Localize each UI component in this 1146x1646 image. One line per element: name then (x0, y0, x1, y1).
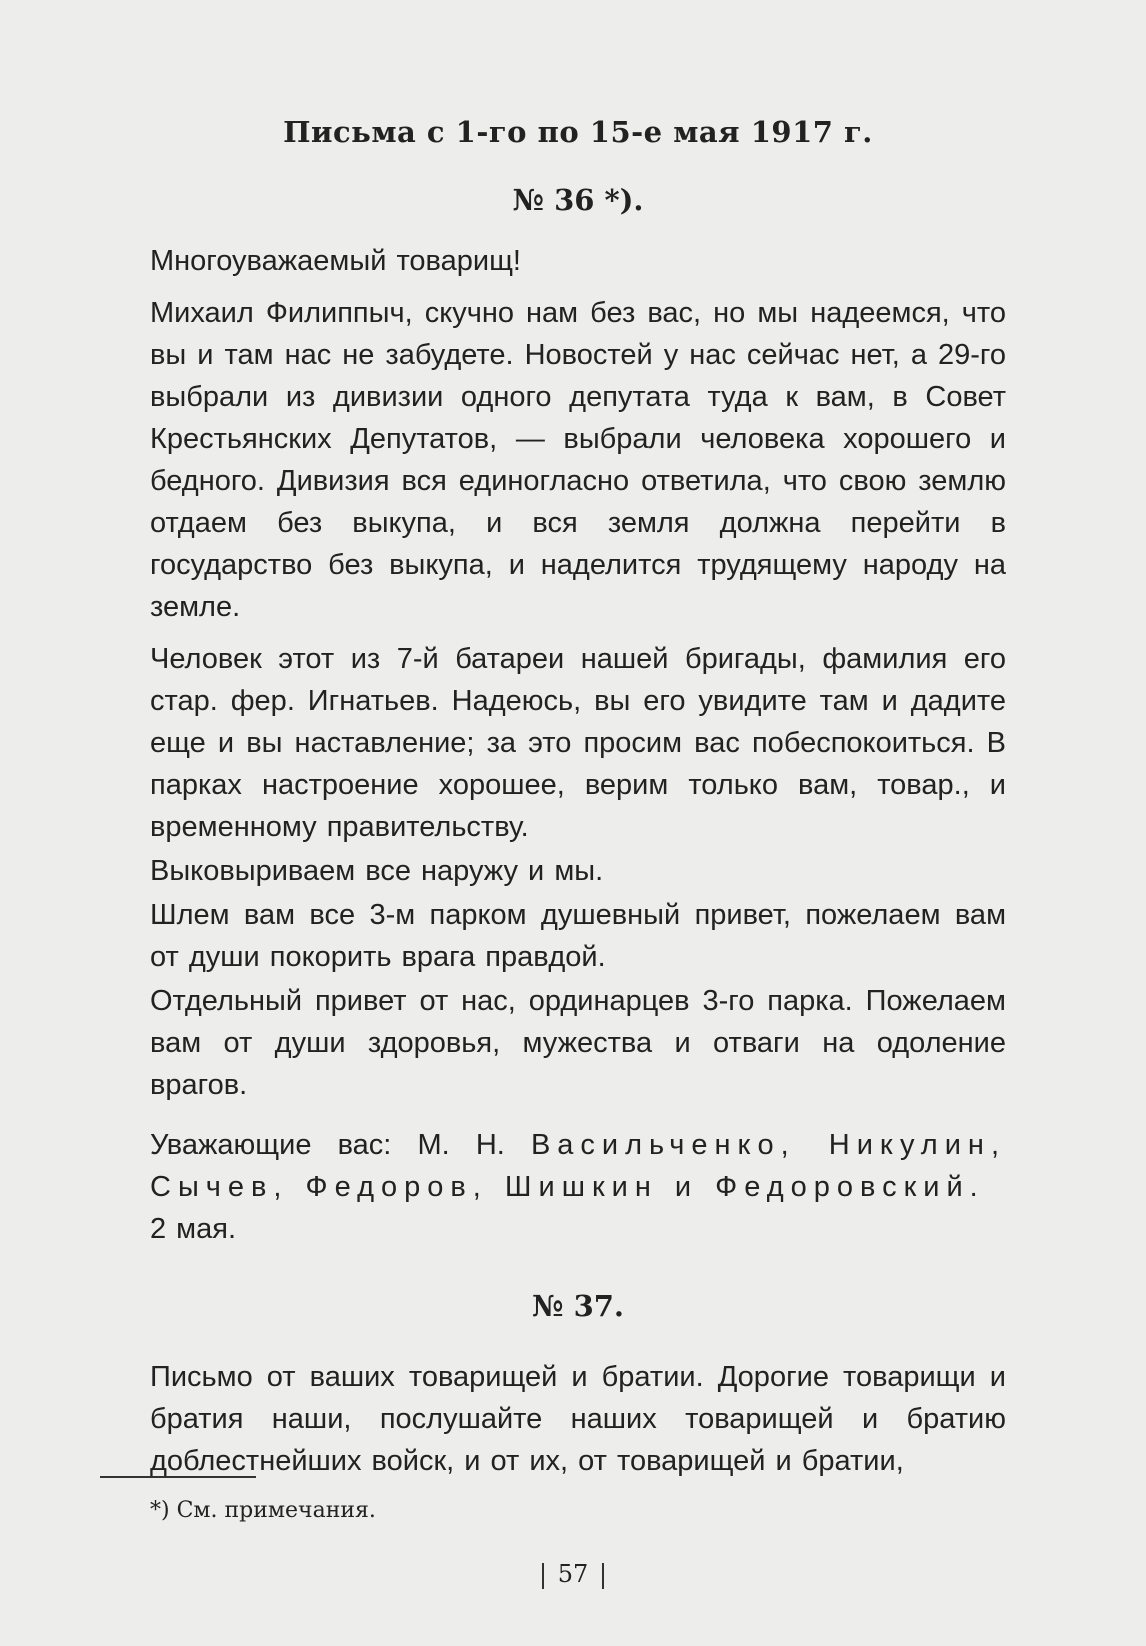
letter-number-37: № 37. (531, 1289, 625, 1323)
letter-date: 2 мая. (150, 1213, 237, 1245)
letter-paragraph: Отдельный привет от нас, ординарцев 3-го парка. Пожелаем вам от души здоровья, мужества и отваги на одоление врагов. (150, 985, 1006, 1101)
page-content (150, 112, 1006, 1482)
footnote: *) См. примечания. (150, 1498, 376, 1523)
footnote-divider (100, 1476, 256, 1478)
letter-number-36: № 36 *). (512, 183, 644, 217)
page-number-value: 57 (557, 1560, 589, 1588)
letter-paragraph: Михаил Филиппыч, скучно нам без вас, но мы надеемся, что вы и там нас не забудете. Новостей у нас сейчас нет, а 29-го выбрали из дивизии одного депутата туда к вам, в Совет Крестьянских Депутатов, — выбрали человека хорошего и бедного. Дивизия вся единогласно ответила, что свою землю отдаем без выкупа, и вся земля должна перейти в государство без выкупа, и наделится трудящему народу на земле. (150, 297, 1006, 623)
signature-prefix: Уважающие вас: М. Н. (150, 1129, 531, 1161)
signature-names-line1: Васильченко, Никулин, (530, 1129, 1006, 1161)
page-number-right-bar (602, 1563, 604, 1589)
letter-paragraph: Письмо от ваших товарищей и братии. Дорогие товарищи и братия наши, послушайте наших товарищей и братию доблестнейших войск, и от их, от товарищей и братии, (150, 1361, 1006, 1477)
letter-paragraph: Выковыриваем все наружу и мы. (150, 855, 604, 887)
letter-paragraph: Человек этот из 7-й батареи нашей бригады, фамилия его стар. фер. Игнатьев. Надеюсь, вы его увидите там и дадите еще и вы наставление; за это просим вас побеспокоиться. В парках настроение хорошее, верим только вам, товар., и временному правительству. (150, 643, 1006, 843)
page-number (0, 1560, 1146, 1589)
letter-paragraph: Шлем вам все 3-м парком душевный привет, пожелаем вам от души покорить врага правдой. (150, 899, 1006, 973)
page-title: Письма с 1-го по 15-е мая 1917 г. (283, 115, 873, 149)
letter-greeting: Многоуважаемый товарищ! (150, 245, 521, 277)
letter-signature (150, 1124, 1006, 1208)
signature-names-line2: Сычев, Федоров, Шишкин и Федоровский. (150, 1171, 985, 1203)
page-number-left-bar (542, 1563, 544, 1589)
